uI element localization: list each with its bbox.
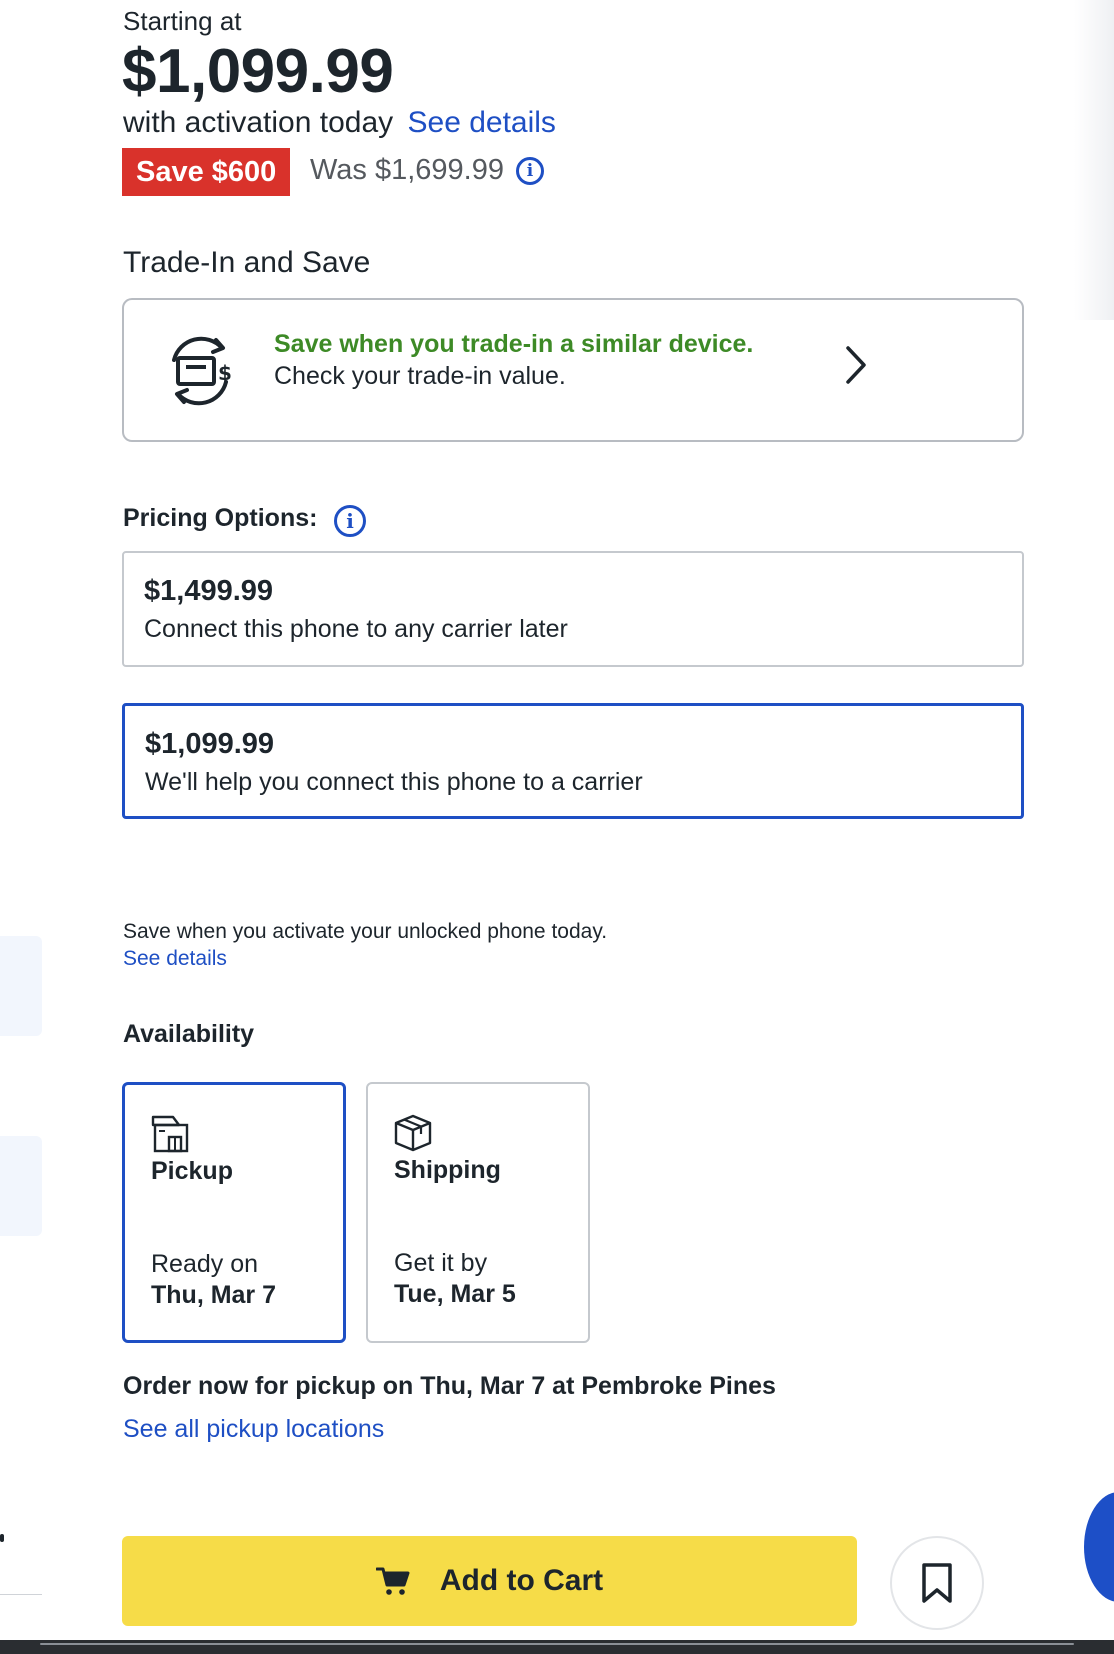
pricing-option-description: We'll help you connect this phone to a carrier	[145, 768, 643, 796]
starting-at-label: Starting at	[123, 6, 242, 36]
fulfillment-option-name: Shipping	[394, 1156, 501, 1184]
store-icon	[149, 1113, 191, 1155]
see-details-link[interactable]: See details	[123, 947, 227, 970]
fulfillment-option-shipping[interactable]	[366, 1082, 590, 1343]
pricing-option-description: Connect this phone to any carrier later	[144, 615, 568, 643]
activation-savings-note: Save when you activate your unlocked phone today.	[123, 920, 608, 943]
info-icon[interactable]: i	[334, 505, 366, 537]
svg-text:$: $	[218, 361, 232, 385]
trade-in-headline: Save when you trade-in a similar device.	[274, 330, 754, 358]
cart-icon	[376, 1566, 410, 1596]
chevron-right-icon	[834, 340, 874, 390]
was-price: Was $1,699.99	[310, 154, 504, 186]
activation-line	[123, 106, 556, 140]
adjacent-panel-fragment	[0, 936, 42, 1036]
add-to-cart-button[interactable]	[122, 1536, 857, 1626]
save-for-later-button[interactable]	[890, 1536, 984, 1630]
fulfillment-option-pickup[interactable]	[122, 1082, 346, 1343]
fulfillment-option-status: Get it by	[394, 1249, 488, 1277]
activation-text: with activation today	[123, 106, 394, 139]
pricing-option-activate[interactable]	[122, 703, 1024, 819]
box-icon	[392, 1112, 434, 1154]
bookmark-icon	[920, 1562, 954, 1604]
window-bottom-edge	[0, 1640, 1114, 1654]
trade-in-device-icon	[160, 330, 240, 410]
info-icon[interactable]: i	[516, 157, 544, 185]
savings-badge	[122, 148, 290, 196]
fulfillment-option-date: Thu, Mar 7	[151, 1281, 277, 1309]
floating-chat-button-fragment[interactable]	[1084, 1492, 1114, 1602]
fulfillment-option-name: Pickup	[151, 1157, 233, 1185]
trade-in-card[interactable]	[122, 298, 1024, 442]
pricing-option-price: $1,499.99	[144, 575, 274, 607]
savings-badge-text: Save $600	[136, 155, 277, 188]
add-to-cart-label: Add to Cart	[439, 1564, 604, 1597]
trade-in-title: Trade-In and Save	[123, 246, 371, 279]
adjacent-panel-fragment	[0, 1136, 42, 1236]
fulfillment-option-status: Ready on	[151, 1250, 259, 1278]
adjacent-panel-fragment	[0, 1534, 4, 1542]
adjacent-panel-divider	[0, 1594, 42, 1595]
pickup-order-message: Order now for pickup on Thu, Mar 7 at Pembroke Pines	[123, 1372, 776, 1400]
pricing-option-price: $1,099.99	[145, 728, 275, 760]
see-all-pickup-locations-link[interactable]: See all pickup locations	[123, 1415, 385, 1443]
trade-in-subtext: Check your trade-in value.	[274, 362, 566, 390]
sale-price: $1,099.99	[122, 37, 394, 106]
see-details-link[interactable]: See details	[407, 106, 556, 139]
right-edge-shadow	[1074, 0, 1114, 320]
availability-title: Availability	[123, 1020, 255, 1048]
pricing-option-unlocked[interactable]	[122, 551, 1024, 667]
pricing-options-label: Pricing Options:	[123, 504, 318, 532]
fulfillment-option-date: Tue, Mar 5	[394, 1280, 516, 1308]
